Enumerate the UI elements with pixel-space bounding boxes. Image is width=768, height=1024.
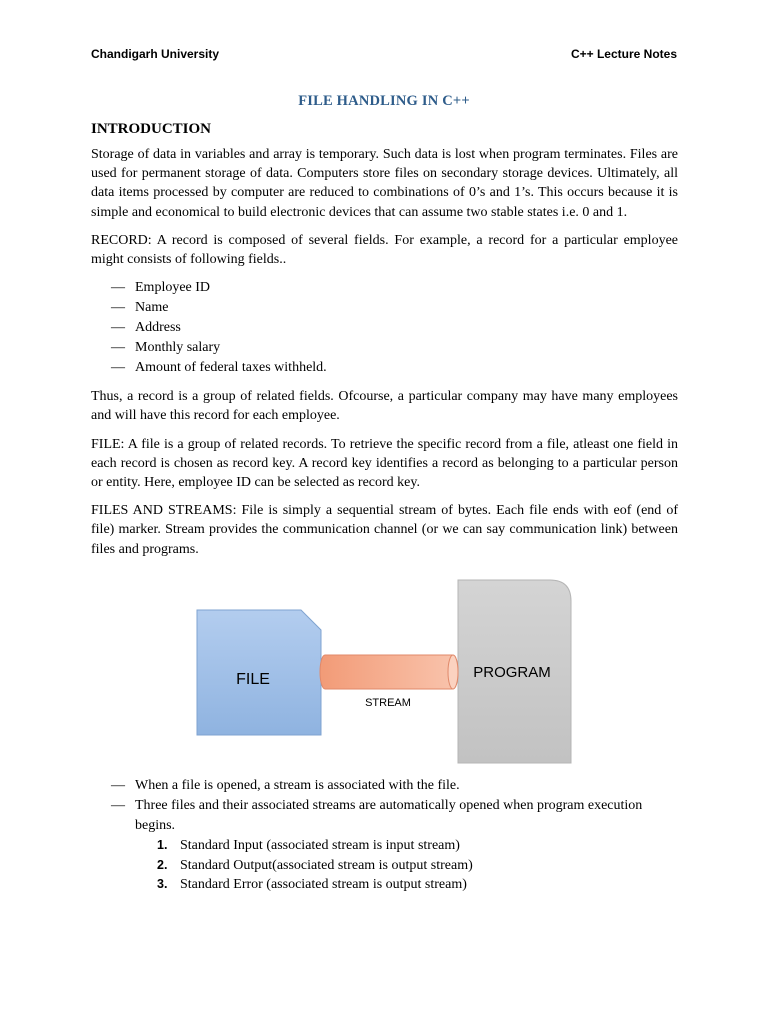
list-item: [91, 298, 678, 318]
stream-label: STREAM: [365, 697, 411, 709]
list-item: [91, 278, 678, 298]
record-fields-list: [91, 278, 678, 378]
list-item: [91, 796, 678, 836]
record-paragraph: RECORD: A record is composed of several fields. For example, a record for a particular employee might consists of following fields..: [91, 232, 678, 268]
list-item-text: Monthly salary: [135, 340, 221, 356]
file-stream-diagram: [195, 579, 575, 765]
list-number: 1.: [157, 838, 168, 852]
list-item-text: Standard Input (associated stream is input stream): [180, 838, 460, 853]
streams-paragraph: FILES AND STREAMS: File is simply a sequential stream of bytes. Each file ends with eof (end of file) marker. Stream provides the communication channel (or we can say communication link) between files and programs.: [91, 503, 678, 557]
dash-bullet: —: [111, 280, 125, 296]
list-item-text: Employee ID: [135, 280, 211, 296]
dash-bullet: —: [111, 798, 125, 813]
list-item-text: Amount of federal taxes withheld.: [135, 360, 327, 376]
header-right: C++ Lecture Notes: [570, 47, 677, 61]
file-paragraph: FILE: A file is a group of related records. To retrieve the specific record from a file, atleast one field in each record is chosen as record key. A record key identifies a record as belonging to a particular person or entity. Here, employee ID can be selected as record key.: [91, 436, 678, 491]
dash-bullet: —: [111, 300, 125, 316]
dash-bullet: —: [111, 360, 125, 376]
record-summary-paragraph: Thus, a record is a group of related fields. Ofcourse, a particular company may have many employees and will have this record for each employee.: [91, 389, 678, 424]
list-item: [91, 875, 678, 895]
list-item: [91, 318, 678, 338]
list-item-text: Standard Error (associated stream is output stream): [180, 877, 467, 892]
stream-tube: [320, 655, 458, 689]
list-item-text: When a file is opened, a stream is associated with the file.: [135, 778, 460, 793]
list-item-text: Three files and their associated streams are automatically opened when program execution begins.: [135, 798, 643, 833]
list-item-text: Standard Output(associated stream is output stream): [180, 857, 473, 873]
list-item: [91, 338, 678, 358]
intro-heading: INTRODUCTION: [91, 121, 212, 137]
streams-section: [91, 776, 678, 895]
dash-bullet: —: [111, 320, 125, 336]
list-number: 3.: [157, 877, 168, 891]
dash-bullet: —: [111, 340, 125, 356]
file-label: FILE: [236, 671, 270, 688]
list-item: [91, 776, 678, 796]
standard-streams-list: [91, 836, 678, 895]
list-item-text: Name: [135, 300, 169, 316]
list-number: 2.: [157, 857, 168, 872]
document-body: [91, 121, 678, 568]
list-item: [91, 836, 678, 856]
list-item: [91, 358, 678, 378]
stream-points-list: [91, 776, 678, 836]
page-title: FILE HANDLING IN C++: [298, 93, 470, 109]
header-left: Chandigarh University: [91, 47, 220, 61]
dash-bullet: —: [111, 778, 125, 793]
list-item: [91, 856, 678, 876]
stream-tube-end: [448, 655, 458, 689]
intro-paragraph: Storage of data in variables and array is temporary. Such data is lost when program terminates. Files are used for permanent storage of data. Computers store files on secondary storage devices. Ultimately, all data items processed by computer are reduced to combinations of 0’s and 1’s. This occurs because it is simple and economical to build electronic devices that can assume two stable states i.e. 0 and 1.: [91, 147, 678, 220]
list-item-text: Address: [135, 320, 181, 336]
program-label: PROGRAM: [473, 664, 551, 681]
